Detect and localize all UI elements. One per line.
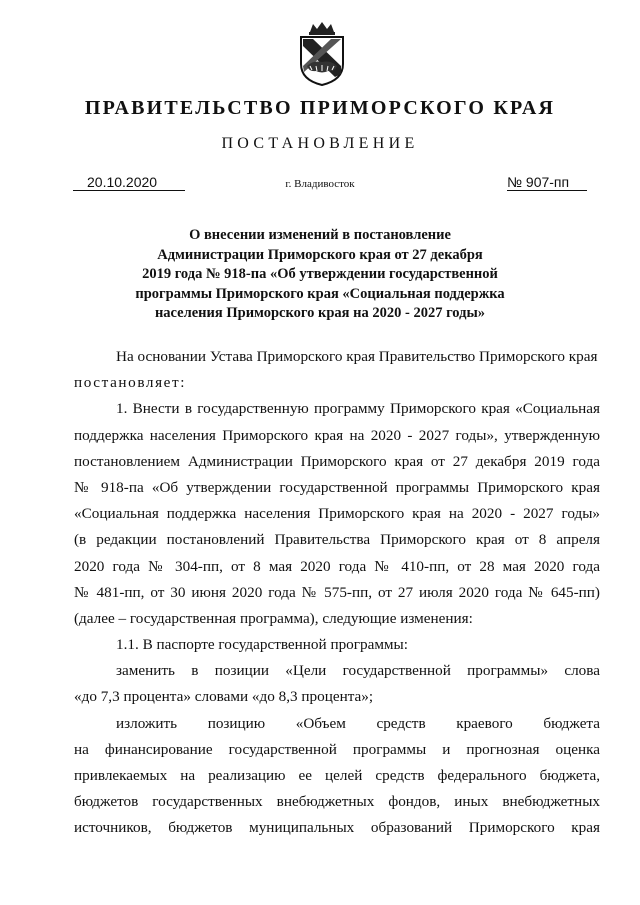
coat-of-arms-icon	[295, 22, 349, 86]
body-line: постановляет:	[74, 374, 187, 392]
body-line: № 481-пп, от 30 июня 2020 года № 575-пп, от 27 июля 2020 года № 645-пп)	[74, 583, 600, 601]
body-line: № 918-па «Об утверждении государственной программы Приморского края	[74, 478, 600, 496]
title-line: Администрации Приморского края от 27 декабря	[157, 246, 483, 263]
body-line: заменить в позиции «Цели государственной программы» слова	[116, 662, 600, 680]
body-line: 2020 года № 304-пп, от 8 мая 2020 года № 410-пп, от 28 мая 2020 года	[74, 557, 600, 575]
body-line: на финансирование государственной программы и прогнозная оценка	[74, 740, 600, 758]
document-type: ПОСТАНОВЛЕНИЕ	[221, 135, 419, 152]
body-line: «Социальная поддержка населения Приморского края на 2020 - 2027 годы»	[74, 505, 600, 523]
body-line: 1. Внести в государственную программу Приморского края «Социальная	[116, 400, 600, 418]
title-line: программы Приморского края «Социальная поддержка	[135, 285, 505, 302]
body-line: (далее – государственная программа), следующие изменения:	[74, 609, 473, 627]
body-line: «до 7,3 процента» словами «до 8,3 процента»;	[74, 688, 374, 706]
document-date: 20.10.2020	[73, 174, 185, 191]
body-line: (в редакции постановлений Правительства Приморского края от 8 апреля	[74, 531, 600, 549]
body-line: изложить позицию «Объем средств краевого бюджета	[116, 714, 600, 732]
body-line: бюджетов государственных внебюджетных фондов, иных внебюджетных	[74, 793, 600, 811]
body-line: привлекаемых на реализацию ее целей средств федерального бюджета,	[74, 767, 600, 784]
document-number: № 907-пп	[507, 174, 587, 191]
body-line: постановлением Администрации Приморского края от 27 декабря 2019 года	[74, 452, 600, 470]
body-line: 1.1. В паспорте государственной программы:	[116, 636, 408, 654]
organization-name: ПРАВИТЕЛЬСТВО ПРИМОРСКОГО КРАЯ	[84, 97, 556, 119]
title-line: О внесении изменений в постановление	[189, 227, 451, 243]
body-line: поддержка населения Приморского края на 2020 - 2027 годы», утвержденную	[74, 426, 600, 444]
title-line: 2019 года № 918-па «Об утверждении государственной	[142, 266, 498, 282]
document-title	[100, 226, 540, 324]
document-body	[74, 344, 600, 842]
title-line: населения Приморского края на 2020 - 2027 годы»	[154, 305, 486, 321]
body-line: источников, бюджетов муниципальных образований Приморского края	[74, 819, 600, 837]
document-city: г. Владивосток	[285, 178, 355, 190]
body-line: На основании Устава Приморского края Правительство Приморского края	[116, 348, 598, 365]
